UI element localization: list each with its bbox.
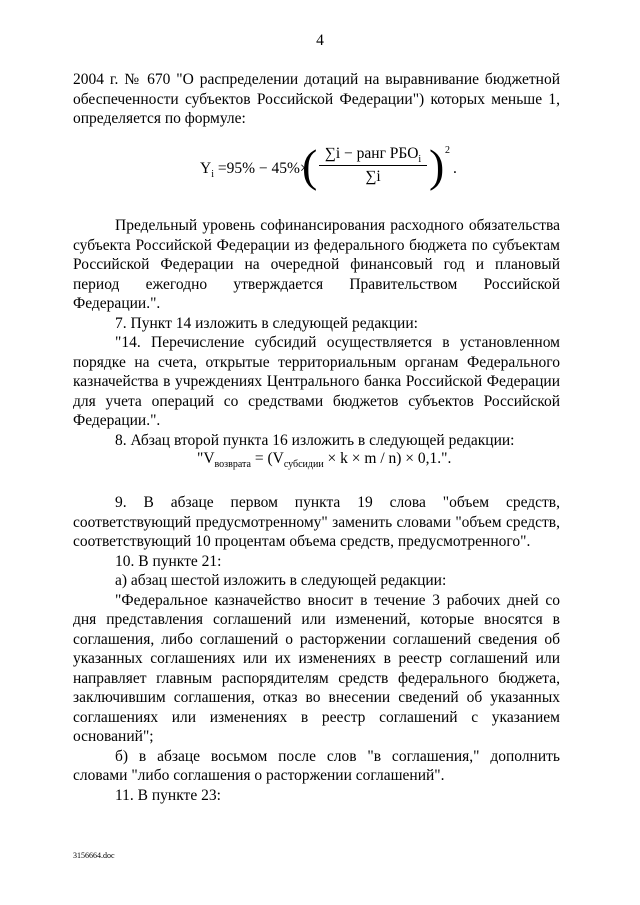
- right-paren: ): [429, 140, 445, 191]
- formula-end: .: [453, 160, 457, 177]
- page-number: 4: [316, 32, 324, 49]
- formula-v-return: "$V_{возврата} = (V_{субсидии} \times k \times m / n) \times 0,1$.".: [197, 450, 452, 470]
- paragraph-item-7: 7. Пункт 14 изложить в следующей редакции:: [115, 314, 418, 332]
- formula-denominator: ∑i: [365, 168, 381, 185]
- paragraph-intro: 2004 г. № 670 "О распределении дотаций на выравнивание бюджетной обеспеченности субъектов Российской Федерации") которых меньше 1, определяется по формуле:: [73, 71, 560, 127]
- text-block-middle: [73, 216, 560, 450]
- paragraph-item-14: "14. Перечисление субсидий осуществляется в установленном порядке на счета, открытые территориальным органам Федерального казначейства в учреждениях Центрального банка Российской Федерации для учета операций со средствами бюджетов субъектов Российской Федерации.".: [73, 334, 560, 429]
- paragraph-item-10a: а) абзац шестой изложить в следующей редакции:: [115, 572, 447, 589]
- formula-lhs: $Y_i =95\% - 45\%\times$: [200, 160, 309, 180]
- formula-fraction: [319, 145, 427, 186]
- footer-filename: 3156664.doc: [73, 851, 115, 860]
- paragraph-limit: Предельный уровень софинансирования расходного обязательства субъекта Российской Федерации из федерального бюджета по субъектам Российской Федерации на очередной финансовый год и плановый период ежегодно утверждается Правительством Российской Федерации.".: [73, 217, 560, 312]
- paragraph-item-9: 9. В абзаце первом пункта 19 слова "объем средств, соответствующий предусмотренному" заменить словами "объем средств, соответствующий 10 процентам объема средств, предусмотренного".: [73, 494, 560, 550]
- paragraph-item-10a-text: "Федеральное казначейство вносит в течение 3 рабочих дней со дня представления соглашений или изменений, которые вносятся в соглашения, либо соглашений о расторжении соглашений сведения об указанных соглашениях или их изменениях в реестр соглашений или направляет главным распорядителям средств федерального бюджета, заключившим соглашения, отказ во внесении сведений об указанных соглашениях или изменениях в реестр соглашений с указанием оснований";: [73, 591, 560, 745]
- formula-exponent: 2: [445, 145, 450, 156]
- paragraph-item-11: 11. В пункте 23:: [115, 786, 221, 804]
- text-block-bottom: [73, 493, 560, 805]
- paragraph-item-10b: б) в абзаце восьмом после слов "в соглашения," дополнить словами "либо соглашения о расторжении соглашений".: [73, 747, 560, 784]
- paragraph-item-8: 8. Абзац второй пункта 16 изложить в следующей редакции:: [115, 431, 515, 449]
- text-block-top: [73, 70, 560, 129]
- formula-numerator: ∑i − ранг $РБО_i$: [319, 145, 427, 166]
- paragraph-item-10: 10. В пункте 21:: [115, 552, 222, 570]
- left-paren: (: [302, 140, 318, 191]
